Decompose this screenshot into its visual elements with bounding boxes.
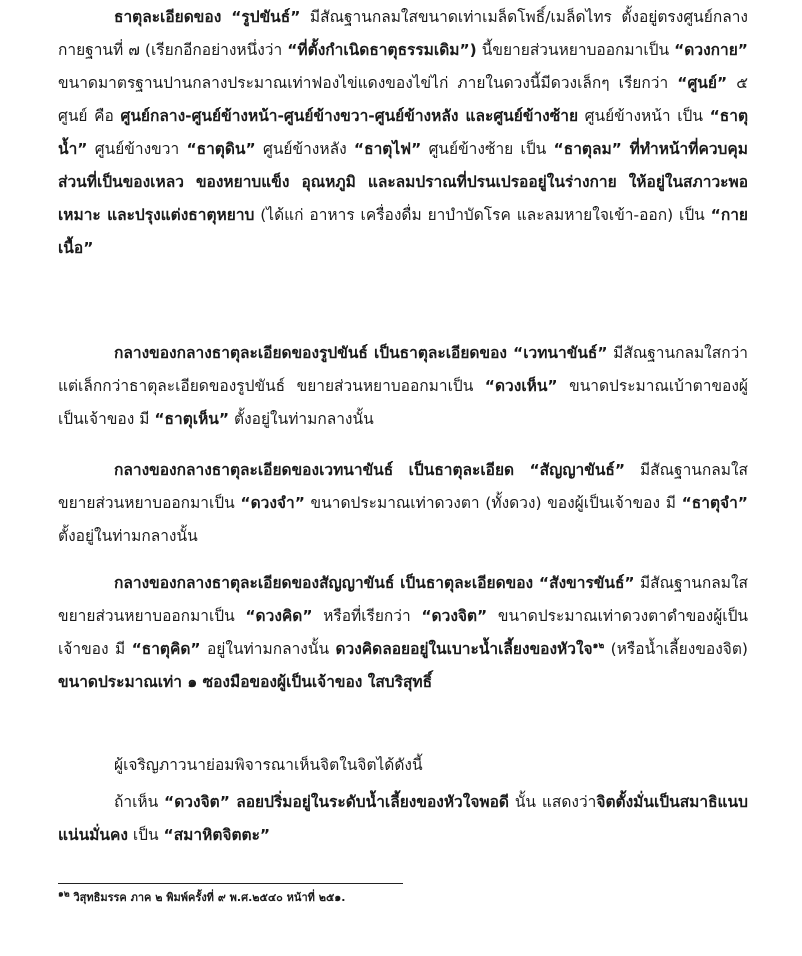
bold-text-run: กลางของกลางธาตุละเอียดของเวทนาขันธ์ เป็นธาตุละเอียด “สัญญาขันธ์” xyxy=(114,461,626,479)
bold-text-run: “ธาตุน้ำ” xyxy=(58,107,749,158)
paragraph-sanna-khandha xyxy=(58,454,748,553)
text-run: หรือที่เรียกว่า xyxy=(312,607,422,625)
bold-text-run: “ธาตุลม” ที่ทำหน้าที่ควบคุมส่วนที่เป็นของเหลว ของหยาบแข็ง อุณหภูมิ และลมปราณที่ปรนเปรออยู่ในร่างกาย ให้อยู่ในสภาวะพอเหมาะ และปรุงแต่งธาตุหยาบ xyxy=(58,140,748,224)
text-run: ศูนย์ข้างซ้าย เป็น xyxy=(421,140,554,158)
text-run: ขนาดประมาณเท่าดวงตาดำของผู้เป็นเจ้าของ มี xyxy=(58,607,749,658)
paragraph-sankhara-khandha xyxy=(58,567,748,699)
bold-text-run: ศูนย์กลาง-ศูนย์ข้างหน้า-ศูนย์ข้างขวา-ศูนย์ข้างหลัง และศูนย์ข้างซ้าย xyxy=(120,107,579,125)
text-run: ศูนย์ข้างขวา xyxy=(87,140,187,158)
bold-text-run: ดวงคิดลอยอยู่ในเบาะน้ำเลี้ยงของหัวใจ xyxy=(335,640,593,658)
bold-text-run: “ดวงจิต” xyxy=(164,793,230,811)
bold-text-run: “ธาตุจำ” xyxy=(681,494,748,512)
bold-text-run: ธาตุละเอียดของ “รูปขันธ์” xyxy=(114,8,301,26)
bold-text-run: “ที่ตั้งกำเนิดธาตุธรรมเดิม”) xyxy=(287,41,477,59)
bold-text-run: ลอยปริ่มอยู่ในระดับน้ำเลี้ยงของหัวใจพอดี xyxy=(229,793,509,811)
text-run: (หรือน้ำเลี้ยงของจิต) xyxy=(604,640,748,658)
text-run: มีสัณฐานกลมใส ขยายส่วนหยาบออกมาเป็น xyxy=(58,461,748,512)
text-run: มีสัณฐานกลมใสกว่า แต่เล็กกว่าธาตุละเอียดของรูปขันธ์ ขยายส่วนหยาบออกมาเป็น xyxy=(58,344,749,395)
bold-text-run: “ดวงคิด” xyxy=(245,607,313,625)
text-run: ถ้าเห็น xyxy=(114,793,165,811)
bold-text-run: กลางของกลางธาตุละเอียดของรูปขันธ์ เป็นธาตุละเอียดของ “เวทนาขันธ์” xyxy=(114,344,608,362)
bold-text-run: จิตตั้งมั่นเป็นสมาธิแนบแน่นมั่นคง xyxy=(58,793,748,844)
text-run: (ได้แก่ อาหาร เครื่องดื่ม ยาบำบัดโรค และลมหายใจเข้า-ออก) เป็น xyxy=(254,206,711,224)
bold-text-run: “กายเนื้อ” xyxy=(58,206,748,257)
bold-text-run: “ธาตุเห็น” xyxy=(154,410,230,428)
text-run: ตั้งอยู่ในท่ามกลางนั้น xyxy=(229,410,374,428)
text-run: ๕ ศูนย์ คือ xyxy=(58,74,748,125)
text-run: ศูนย์ข้างหลัง xyxy=(255,140,354,158)
paragraph-meditation-intro xyxy=(58,749,748,782)
bold-text-run: “ธาตุไฟ” xyxy=(353,140,422,158)
paragraph-samahita-citta xyxy=(58,786,748,852)
bold-text-run: กลางของกลางธาตุละเอียดของสัญญาขันธ์ เป็นธาตุละเอียดของ “สังขารขันธ์” xyxy=(114,574,635,592)
bold-text-run: “ดวงเห็น” xyxy=(484,377,558,395)
footnote-text: วิสุทธิมรรค ภาค ๒ พิมพ์ครั้งที่ ๙ พ.ศ.๒๕๔๐ หน้าที่ ๒๕๑. xyxy=(69,891,346,904)
footnote-marker: ๑๒ xyxy=(58,889,70,900)
paragraph-vedana-khandha xyxy=(58,337,748,436)
text-run: ขนาดมาตรฐานปานกลางประมาณเท่าฟองไข่แดงของไข่ไก่ ภายในดวงนี้มีดวงเล็กๆ เรียกว่า xyxy=(58,74,678,92)
text-run: ตั้งอยู่ในท่ามกลางนั้น xyxy=(58,527,198,545)
text-run: ศูนย์ข้างหน้า เป็น xyxy=(578,107,710,125)
bold-text-run: “ดวงกาย” xyxy=(674,41,748,59)
bold-text-run: “ศูนย์” xyxy=(677,74,728,92)
text-run: มีสัณฐานกลมใสขนาดเท่าเมล็ดโพธิ์/เมล็ดไทร ตั้งอยู่ตรงศูนย์กลางกายฐานที่ ๗ (เรียกอีกอย่างหนึ่งว่า xyxy=(58,8,749,59)
text-run: มีสัณฐานกลมใส ขยายส่วนหยาบออกมาเป็น xyxy=(58,574,749,625)
text-run: ขนาดประมาณเบ้าตาของผู้เป็นเจ้าของ มี xyxy=(58,377,749,428)
footnote xyxy=(58,889,345,907)
bold-text-run: “ธาตุคิด” xyxy=(131,640,201,658)
text-run: นั้น แสดงว่า xyxy=(509,793,597,811)
footnote-ref: ๑๒ xyxy=(592,640,605,651)
footnote-divider xyxy=(58,883,403,884)
text-run: อยู่ในท่ามกลางนั้น xyxy=(200,640,336,658)
bold-text-run: ขนาดประมาณเท่า ๑ ซองมือของผู้เป็นเจ้าของ ใสบริสุทธิ์ xyxy=(58,673,433,691)
bold-text-run: “ดวงจำ” xyxy=(240,494,305,512)
text-run: ผู้เจริญภาวนาย่อมพิจารณาเห็นจิตในจิตได้ดังนี้ xyxy=(114,756,423,774)
text-run: เป็น xyxy=(127,826,164,844)
bold-text-run: “ธาตุดิน” xyxy=(186,140,256,158)
text-run: ขนาดประมาณเท่าดวงตา (ทั้งดวง) ของผู้เป็นเจ้าของ มี xyxy=(304,494,682,512)
text-run: นี้ขยายส่วนหยาบออกมาเป็น xyxy=(476,41,675,59)
bold-text-run: “สมาหิตจิตตะ” xyxy=(163,826,271,844)
bold-text-run: “ดวงจิต” xyxy=(421,607,488,625)
paragraph-rupa-khandha xyxy=(58,1,748,265)
